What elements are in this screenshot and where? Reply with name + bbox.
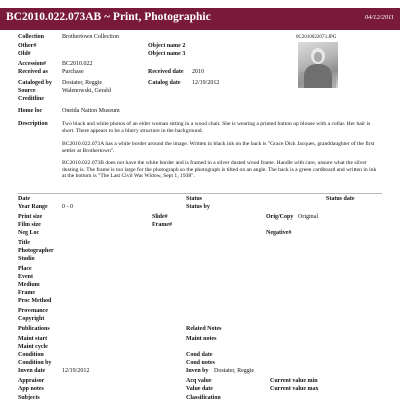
section-divider [18,193,382,194]
year-range-value: 0 - 0 [62,204,73,210]
record-header [0,8,400,30]
description-paragraph-1: Two black and white photos of an elder woman sitting in a wood chair. She is wearing a printed button up blouse with a collar. Her hair is short. There appears to be a blurry structure in the background. [62,121,371,134]
film-size-label: Film size [18,222,41,228]
catalog-date-label: Catalog date [148,80,181,86]
creditline-label: Creditline [18,96,44,102]
status-date-label: Status date [326,196,355,202]
event-label: Event [18,274,33,280]
home-loc-value: Oneida Nation Museum [62,108,120,114]
frame-label: Frame [18,290,35,296]
received-date-value: 2010 [192,69,204,75]
accession-label: Accession# [18,61,46,67]
current-value-max-label: Current value max [270,386,319,392]
title-label: Title [18,240,30,246]
description-paragraph-2: BC2010.022.073A has a white border around the image. Written in black ink on the back is "Grace Dick Jacques, granddaughter of the first settler at Brothertown". [62,141,375,154]
photographer-label: Photographer [18,248,54,254]
inven-date-label: Inven date [18,368,46,374]
old-label: Old# [18,51,31,57]
accession-value: BC2010.022 [62,61,93,67]
print-date: 04/12/2011 [364,14,394,21]
related-notes-label: Related Notes [186,326,222,332]
catalog-date-value: 12/19/2012 [192,80,220,86]
status-label: Status [186,196,203,202]
object-name3-label: Object name 3 [148,51,186,57]
negative-label: Negative# [266,230,292,236]
maint-start-label: Maint start [18,336,48,342]
photo-filename: 0C2010022073.JPG [296,35,337,40]
status-by-label: Status by [186,204,210,210]
place-label: Place [18,266,32,272]
cataloged-by-label: Cataloged by [18,80,52,86]
copyright-label: Copyright [18,316,45,322]
medium-label: Medium [18,282,40,288]
inven-by-value: Dostater, Reggie [214,368,255,374]
year-range-label: Year Range [18,204,48,210]
object-photo[interactable] [298,42,338,88]
value-date-label: Value date [186,386,213,392]
studio-label: Studio [18,256,35,262]
description-paragraph-3: BC2010.022.073B does not have the white border and is framed in a silver dusted wood frame. Handle with care, unsure what the silver dusting is. The frame is too large for the photograph so the photograph is tilted on an angle. The back is a green cardboard and written in ink at the bottom is "The Last Civil War Widow, Sept 1, 1938". [62,160,377,180]
received-date-label: Received date [148,69,184,75]
classification-label: Classification [186,395,221,400]
neg-loc-label: Neg Loc [18,230,40,236]
source-label: Source [18,88,36,94]
slide-label: Slide# [152,214,168,220]
description-label: Description [18,121,48,127]
proc-method-label: Proc Method [18,298,52,304]
cond-notes-label: Cond notes [186,360,215,366]
source-value: Walenowski, Gerald [62,88,111,94]
provenance-label: Provenance [18,308,48,314]
inven-by-label: Inven by [186,368,209,374]
orig-copy-label: Orig/Copy [266,214,294,220]
record-title: BC2010.022.073AB ~ Print, Photographic [6,11,211,23]
other-label: Other# [18,43,37,49]
collection-value: Brothertown Collection [62,34,119,40]
maint-notes-label: Maint notes [186,336,217,342]
subjects-label: Subjects [18,395,40,400]
received-as-label: Received as [18,69,48,75]
received-as-value: Purchase [62,69,84,75]
photo-body-shape [304,64,332,88]
current-value-min-label: Current value min [270,378,318,384]
condition-by-label: Condition by [18,360,52,366]
inven-date-value: 12/19/2012 [62,368,90,374]
publications-label: Publications [18,326,50,332]
collection-label: Collection [18,34,44,40]
object-name2-label: Object name 2 [148,43,186,49]
cataloged-by-value: Dostater, Reggie [62,80,103,86]
app-notes-label: App notes [18,386,44,392]
orig-copy-value: Original [298,214,318,220]
date-label: Date [18,196,30,202]
cond-date-label: Cond date [186,352,213,358]
maint-cycle-label: Maint cycle [18,344,48,350]
photo-face-shape [314,52,322,62]
condition-label: Condition [18,352,44,358]
appraisor-label: Appraisor [18,378,45,384]
home-loc-label: Home loc [18,108,43,114]
frame-number-label: Frame# [152,222,172,228]
acq-value-label: Acq value [186,378,212,384]
print-size-label: Print size [18,214,43,220]
